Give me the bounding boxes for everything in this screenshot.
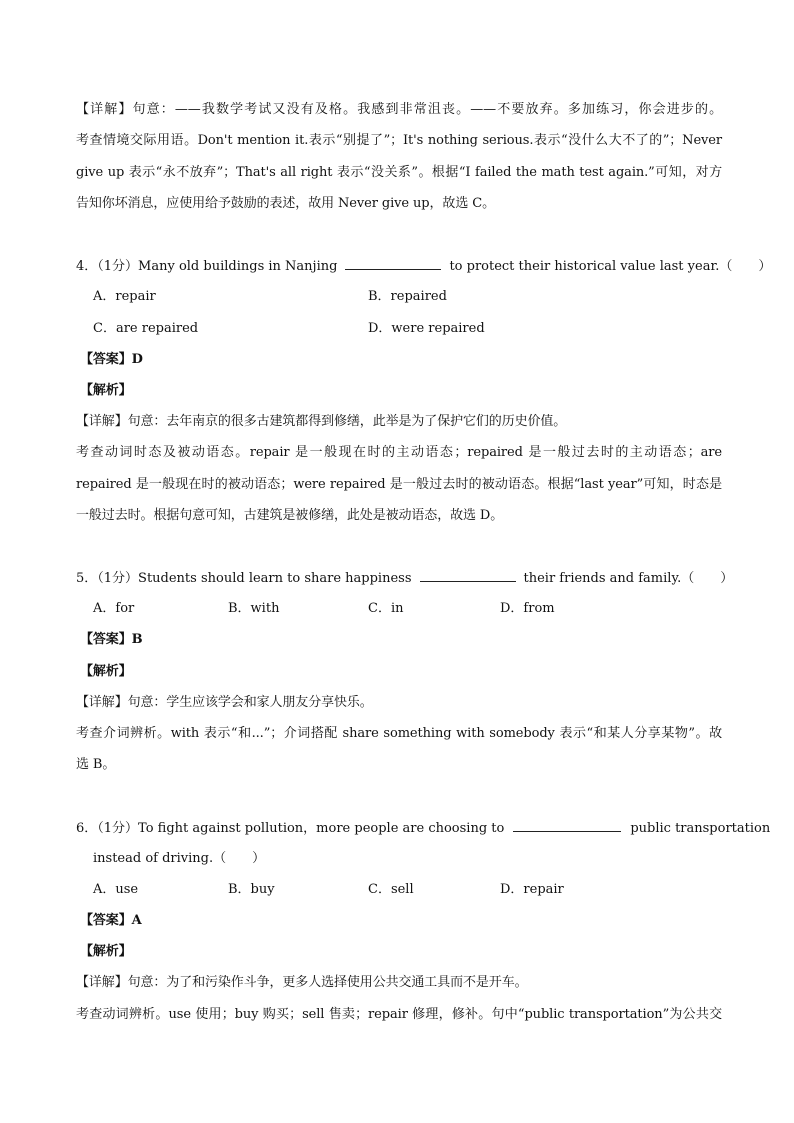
q3-detail-line-4: 告知你坏消息，应使用给予鼓励的表述，故用 Never give up，故选 C。 (76, 196, 496, 211)
q4-option-b: B．repaired (368, 289, 447, 304)
q5-detail-line-1: 【详解】句意：学生应该学会和家人朋友分享快乐。 (76, 695, 373, 710)
q5-analysis-label: 【解析】 (80, 664, 132, 679)
q6-stem-line-2: instead of driving.（ ） (93, 851, 266, 866)
q3-detail-line-2: 考查情境交际用语。Don't mention it.表示“别提了”；It's nothing serious.表示“没什么大不了的”；Never (76, 133, 722, 148)
q5-option-c: C．in (368, 601, 404, 616)
q6-analysis-label: 【解析】 (80, 944, 132, 959)
q6-option-c: C．sell (368, 882, 414, 897)
q6-detail-line-2: 考查动词辨析。use 使用；buy 购买；sell 售卖；repair 修理，修补。句中“public transportation”为公共交 (76, 1007, 722, 1022)
q5-stem (76, 568, 733, 589)
q5-answer-blank (420, 568, 516, 582)
q6-detail-line-1: 【详解】句意：为了和污染作斗争，更多人选择使用公共交通工具而不是开车。 (76, 975, 528, 990)
q5-answer: 【答案】B (80, 632, 143, 647)
q6-answer: 【答案】A (80, 913, 142, 928)
q5-stem-part-2: their friends and family.（ ） (523, 571, 734, 586)
q6-stem-part-2: public transportation (630, 821, 771, 836)
q6-stem-part-1: 6．（1分）To fight against pollution，more people are choosing to (76, 821, 505, 836)
q4-option-d: D．were repaired (368, 321, 485, 336)
q4-stem-part-2: to protect their historical value last year.（ ） (449, 259, 772, 274)
q4-option-a: A．repair (93, 289, 156, 304)
q5-detail-line-3: 选 B。 (76, 757, 116, 772)
q5-option-b: B．with (228, 601, 280, 616)
q3-detail-line-3: give up 表示“永不放弃”；That's all right 表示“没关系”。根据“I failed the math test again.”可知，对方 (76, 165, 722, 180)
q4-answer-blank (345, 256, 441, 270)
q6-option-b: B．buy (228, 882, 275, 897)
q3-detail-line-1: 【详解】句意：——我数学考试又没有及格。我感到非常沮丧。——不要放弃。多加练习，你会进步的。 (76, 102, 722, 117)
q4-option-c: C．are repaired (93, 321, 199, 336)
q6-stem (76, 818, 771, 839)
q4-detail-line-1: 【详解】句意：去年南京的很多古建筑都得到修缮，此举是为了保护它们的历史价值。 (76, 414, 567, 429)
q4-stem-part-1: 4．（1分）Many old buildings in Nanjing (76, 259, 338, 274)
q4-analysis-label: 【解析】 (80, 383, 132, 398)
q4-detail-line-3: repaired 是一般现在时的被动语态；were repaired 是一般过去时的被动语态。根据“last year”可知，时态是 (76, 477, 722, 492)
q4-stem (76, 256, 771, 277)
q4-answer: 【答案】D (80, 352, 143, 367)
q6-answer-blank (513, 818, 621, 832)
q5-detail-line-2: 考查介词辨析。with 表示“和...”；介词搭配 share something with somebody 表示“和某人分享某物”。故 (76, 726, 722, 741)
q4-detail-line-4: 一般过去时。根据句意可知，古建筑是被修缮，此处是被动语态，故选 D。 (76, 508, 504, 523)
q5-stem-part-1: 5．（1分）Students should learn to share happiness (76, 571, 412, 586)
q6-option-a: A．use (93, 882, 139, 897)
q5-option-a: A．for (93, 601, 135, 616)
q5-option-d: D．from (500, 601, 555, 616)
q4-detail-line-2: 考查动词时态及被动语态。repair 是一般现在时的主动语态；repaired 是一般过去时的主动语态；are (76, 445, 722, 460)
q6-option-d: D．repair (500, 882, 564, 897)
